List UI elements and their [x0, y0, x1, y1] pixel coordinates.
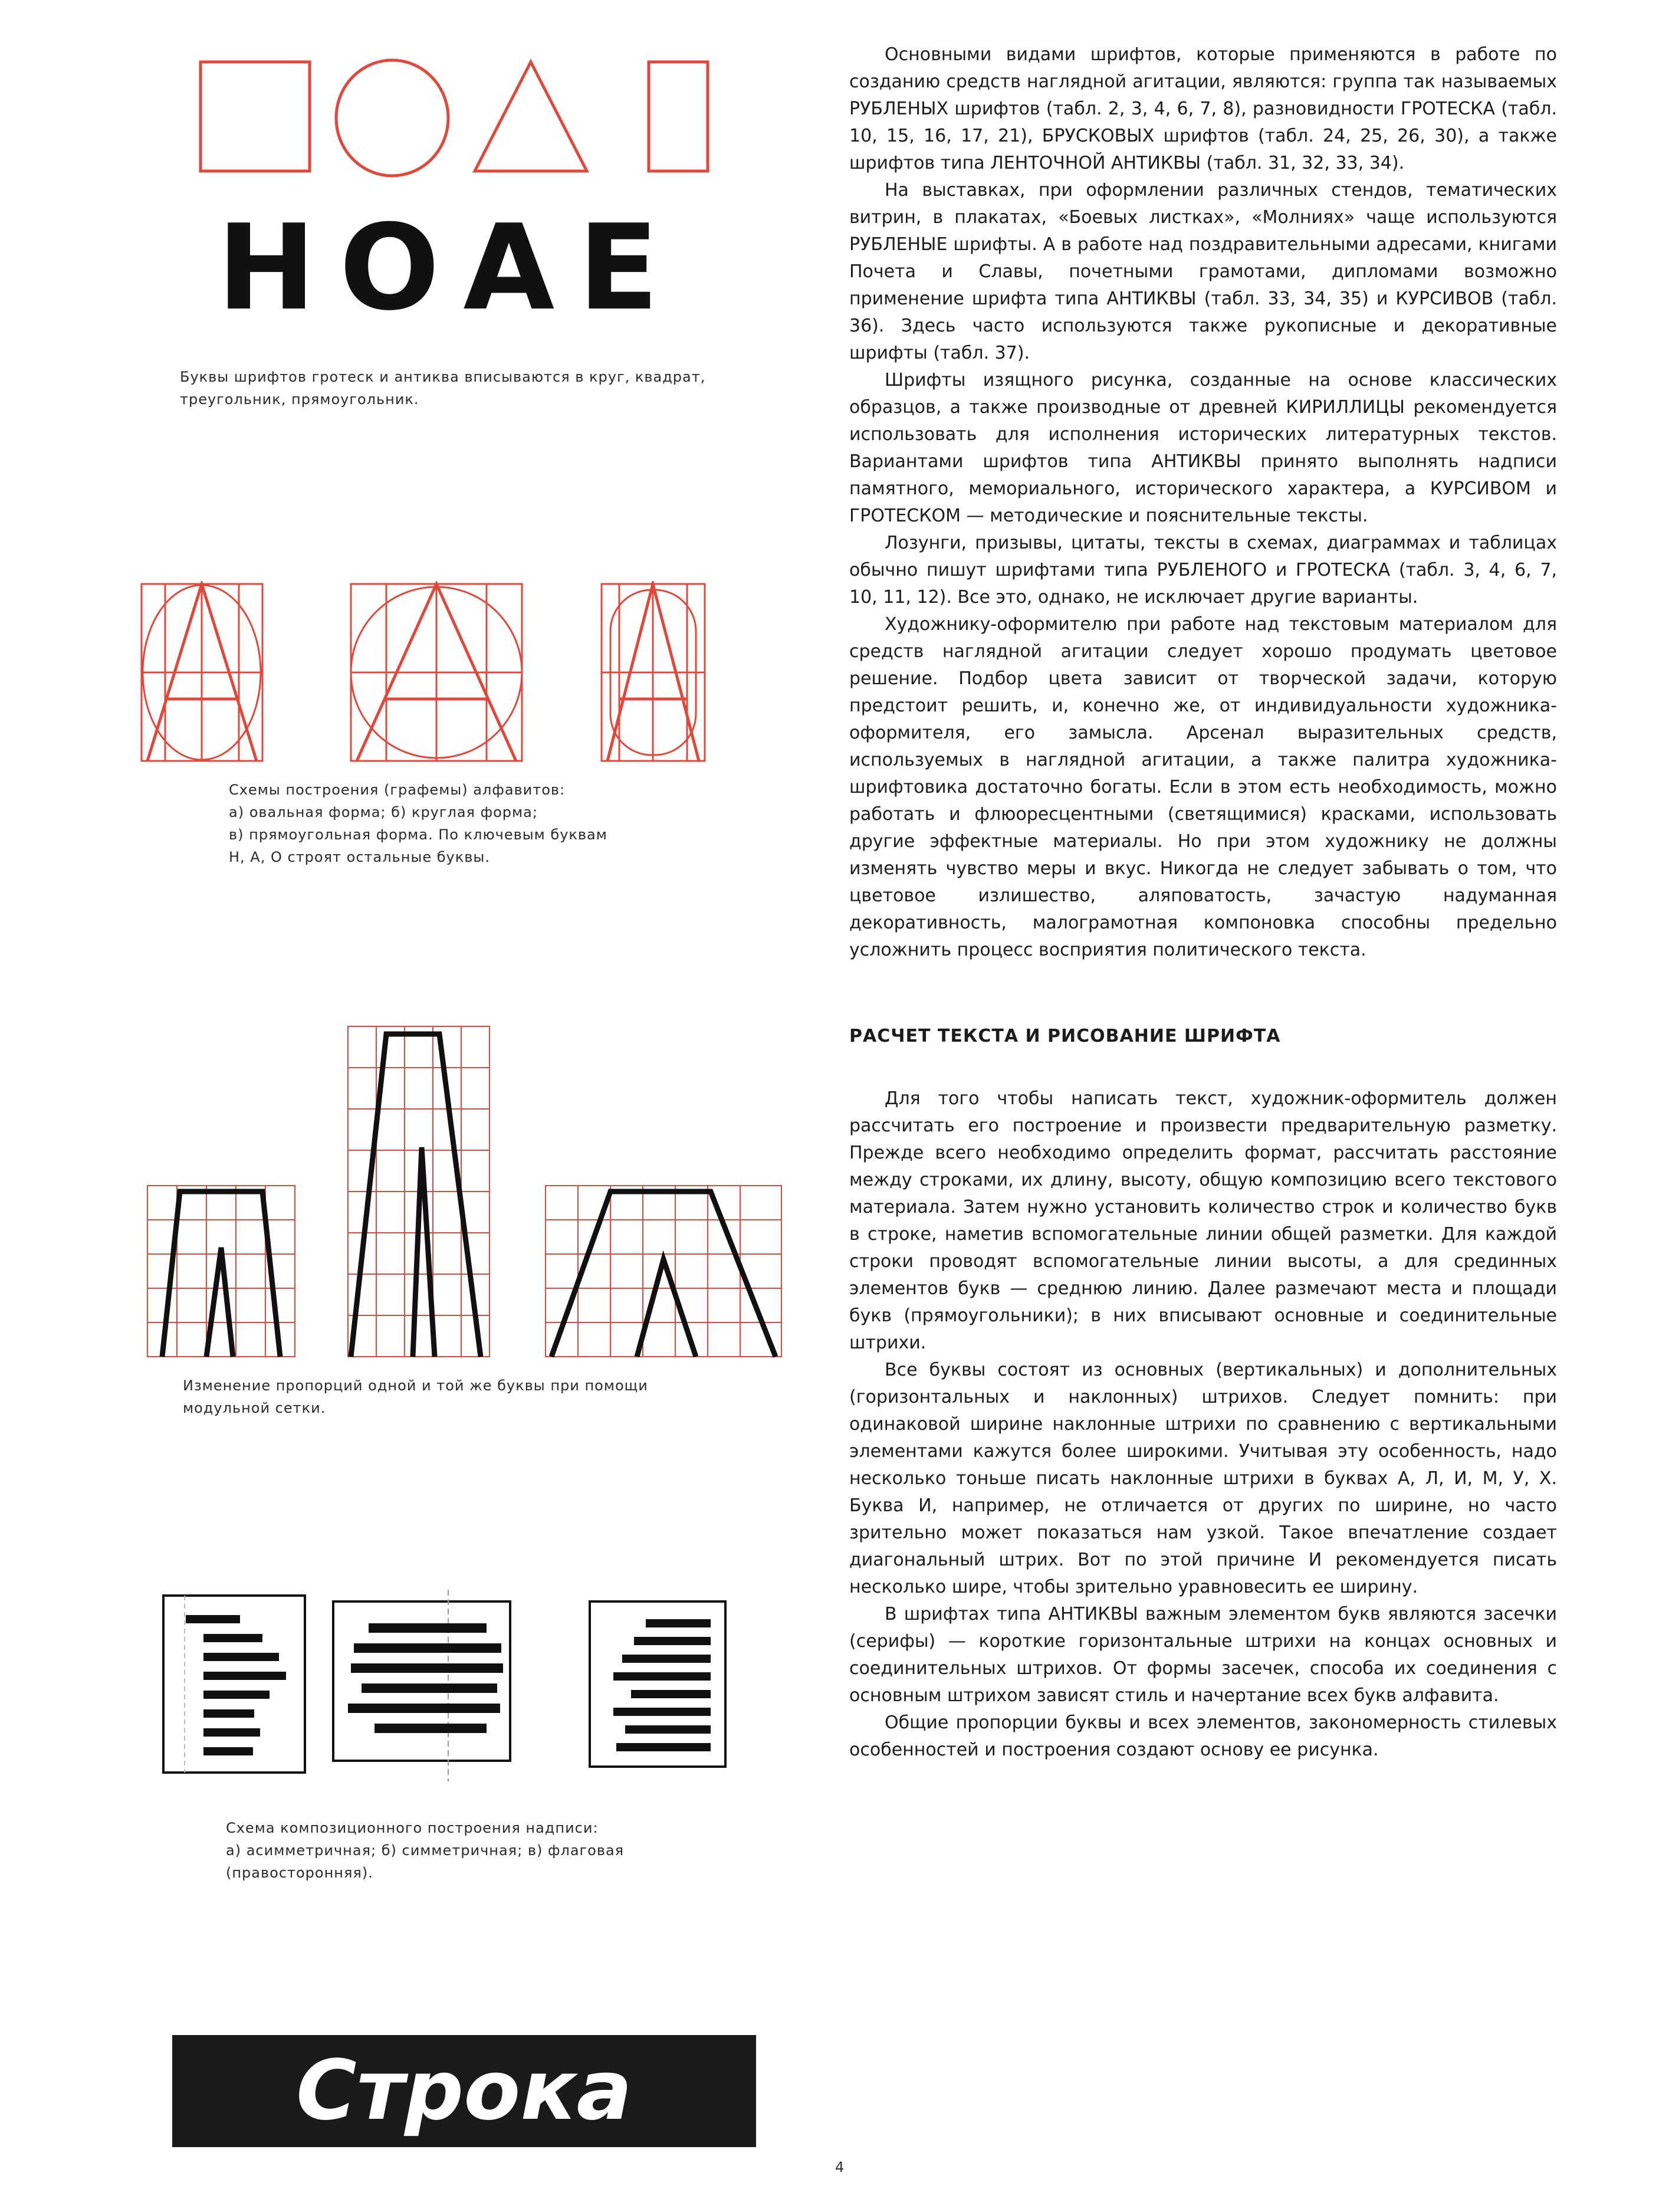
figure-modular-grid: [144, 1023, 793, 1366]
composition-asymmetric: [163, 1596, 305, 1773]
body-paragraph: Все буквы состоят из основных (вертикальных) и дополнительных (горизонтальных и наклонных) штрихов. Следует помнить: при одинаковой ширине наклонные штрихи по сравнению с вертикальными элементами кажутся более широкими. Учитывая эту особенность, надо несколько тоньше писать наклонные штрихи в буквах А, Л, И, М, У, Х. Буква И, например, не отличается от других по ширине, но часто зрительно может показаться нам узкой. Такое впечатление создает диагональный штрих. Вот по этой причине И рекомендуется писать несколько шире, чтобы зрительно уравновесить ее ширину.: [849, 1360, 1557, 1597]
stroka-label: Строка: [172, 2035, 756, 2147]
figure-shapes: [177, 53, 737, 195]
construction-oval: [142, 584, 262, 761]
figure3-caption: [183, 1374, 773, 1419]
composition-flag: [590, 1601, 725, 1767]
body-paragraph: На выставках, при оформлении различных стендов, тематических витрин, в плакатах, «Боевых листках», «Молниях» чаще используются РУБЛЕНЫЕ шрифты. А в работе над поздравительными адресами, книгами Почета и Славы, почетными грамотами, дипломами возможно применение шрифта типа АНТИКВЫ (табл. 33, 34, 35) и КУРСИВОВ (табл. 36). Здесь часто используются также рукописные и декоративные шрифты (табл. 37).: [849, 180, 1557, 363]
figure2-caption-line: Схемы построения (графемы) алфавитов:: [229, 782, 566, 798]
section-heading: РАСЧЕТ ТЕКСТА И РИСОВАНИЕ ШРИФТА: [849, 1026, 1281, 1046]
figure-letter-construction: [139, 581, 728, 770]
figure2-caption-line: в) прямоугольная форма. По ключевым буквам: [229, 826, 607, 843]
shape-rectangle: [649, 62, 708, 171]
figure4-caption: [226, 1817, 757, 1884]
body-paragraph: Общие пропорции буквы и всех элементов, закономерность стилевых особенностей и построения создают основу ее рисунка.: [849, 1712, 1557, 1760]
composition-symmetric: [333, 1590, 510, 1781]
figure3-caption-line: Изменение пропорций одной и той же буквы при помощи: [183, 1377, 648, 1394]
shape-square: [201, 62, 310, 171]
letter-wide-short: [162, 1192, 280, 1357]
shape-triangle: [475, 62, 587, 171]
figure4-caption-line: (правосторонняя).: [226, 1865, 373, 1881]
body-paragraph: Для того чтобы написать текст, художник-оформитель должен рассчитать его построение и произвести предварительную разметку. Прежде всего необходимо определить формат, рассчитать расстояние между строками, их длину, высоту, общую композицию всего текстового материала. Затем нужно установить количество строк и количество букв в строке, наметив вспомогательные линии общей разметки. Для каждой строки проводят вспомогательные линии высоты, а для срединных элементов букв — среднюю линию. Далее размечают места и площади букв (прямоугольники); в них вписывают основные и соединительные штрихи.: [849, 1088, 1557, 1353]
figure2-caption-line: а) овальная форма; б) круглая форма;: [229, 804, 538, 821]
construction-round: [351, 584, 522, 761]
construction-rectangular: [602, 584, 705, 761]
figure-composition: [162, 1587, 752, 1781]
body-paragraph: В шрифтах типа АНТИКВЫ важным элементом букв являются засечки (серифы) — короткие горизонтальные штрихи на концах основных и соединительных штрихов. От формы засечек, способа их соединения с основным штрихом зависят стиль и начертание всех букв алфавита.: [849, 1604, 1557, 1706]
figure3-caption-line: модульной сетки.: [183, 1400, 326, 1416]
shape-circle: [336, 60, 448, 176]
page-number: 4: [835, 2159, 845, 2175]
figure4-caption-line: Схема композиционного построения надписи:: [226, 1820, 599, 1836]
body-paragraph: Лозунги, призывы, цитаты, тексты в схемах, диаграммах и таблицах обычно пишут шрифтами типа РУБЛЕНОГО и ГРОТЕСКА (табл. 3, 4, 6, 7, 10, 11, 12). Все это, однако, не исключает другие варианты.: [849, 533, 1557, 608]
figure2-caption-line: Н, А, О строят остальные буквы.: [229, 849, 490, 865]
figure2-caption: [229, 779, 760, 868]
body-paragraph: Художнику-оформителю при работе над текстовым материалом для средств наглядной агитации следует хорошо продумать цветовое решение. Подбор цвета зависит от творческой задачи, которую предстоит решить, и, конечно же, от индивидуальности художника-оформителя, его замысла. Арсенал выразительных средств, используемых в наглядной агитации, а также палитра художника-шрифтовика достаточно богаты. Если в этом есть необходимость, можно работать и флюоресцентными (светящимися) красками, использовать другие эффектные материалы. Но при этом художнику не должны изменять чувство меры и вкус. Никогда не следует забывать о том, что цветовое излишество, аляповатость, зачастую надуманная декоративность, малограмотная компоновка способны предельно усложнить процесс восприятия политического текста.: [849, 614, 1557, 960]
figure4-caption-line: а) асимметричная; б) симметричная; в) флаговая: [226, 1842, 625, 1859]
body-paragraph: Шрифты изящного рисунка, созданные на основе классических образцов, а также производные от древней КИРИЛЛИЦЫ рекомендуется использовать для исполнения исторических литературных текстов. Вариантами шрифтов типа АНТИКВЫ принято выполнять надписи памятного, мемориального, исторического характера, а КУРСИВОМ и ГРОТЕСКОМ — методические и пояснительные тексты.: [849, 370, 1557, 526]
figure1-caption: Буквы шрифтов гротеск и антиква вписываются в круг, квадрат, треугольник, прямоугольник.: [180, 369, 706, 408]
noae-letters: НОАЕ: [217, 199, 682, 337]
body-text-column: [849, 41, 1557, 1764]
body-paragraph: Основными видами шрифтов, которые применяются в работе по созданию средств наглядной агитации, являются: группа так называемых РУБЛЕНЫХ шрифтов (табл. 2, 3, 4, 6, 7, 8), разновидности ГРОТЕСКА (табл. 10, 15, 16, 17, 21), БРУСКОВЫХ шрифтов (табл. 24, 25, 26, 30), а также шрифтов типа ЛЕНТОЧНОЙ АНТИКВЫ (табл. 31, 32, 33, 34).: [849, 44, 1557, 173]
letter-wide-extended: [551, 1192, 776, 1357]
